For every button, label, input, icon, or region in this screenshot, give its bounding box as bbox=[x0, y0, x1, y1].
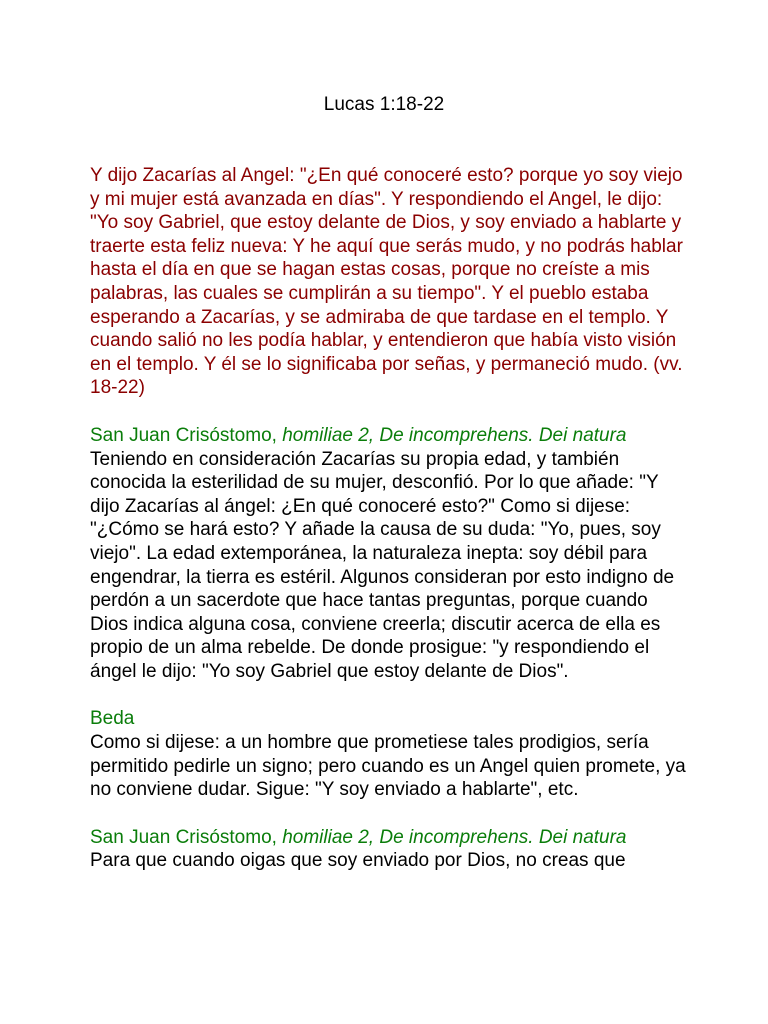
commentary-block bbox=[90, 826, 690, 873]
commentary-source: homiliae 2, De incomprehens. Dei natura bbox=[282, 826, 627, 848]
commentary-text: Para que cuando oigas que soy enviado por Dios, no creas que bbox=[90, 850, 626, 872]
commentary-heading bbox=[90, 707, 690, 731]
commentary-text: Teniendo en consideración Zacarías su propia edad, y también conocida la esterilidad de su mujer, desconfió. Por lo que añade: "Y dijo Zacarías al ángel: ¿En qué conoceré esto?" Como si dijese: "¿Cómo se hará esto? Y añade la causa de su duda: "Yo, pues, soy viejo". La edad extemporánea, la naturaleza inepta: soy débil para engendrar, la tierra es estéril. Algunos consideran por esto indigno de perdón a un sacerdote que hace tantas preguntas, porque cuando Dios indica alguna cosa, conviene creerla; discutir acerca de ella es propio de un alma rebelde. De donde prosigue: "y respondiendo el ángel le dijo: "Yo soy Gabriel que estoy delante de Dios". bbox=[90, 448, 675, 682]
commentary-author: Beda bbox=[90, 708, 135, 730]
commentary-block bbox=[90, 424, 690, 684]
commentary-author: San Juan Crisóstomo, bbox=[90, 826, 277, 848]
commentary-heading bbox=[90, 424, 690, 448]
page-title: Lucas 1:18-22 bbox=[323, 94, 445, 115]
document-content bbox=[90, 164, 690, 897]
commentary-author: San Juan Crisóstomo, bbox=[90, 424, 277, 446]
commentary-heading bbox=[90, 826, 690, 850]
commentary-block bbox=[90, 707, 690, 801]
commentary-text: Como si dijese: a un hombre que prometiese tales prodigios, sería permitido pedirle un signo; pero cuando es un Angel quien promete, ya no conviene dudar. Sigue: "Y soy enviado a hablarte", etc. bbox=[90, 732, 686, 801]
scripture-passage: Y dijo Zacarías al Angel: "¿En qué conoceré esto? porque yo soy viejo y mi mujer está avanzada en días". Y respondiendo el Angel, le dijo: "Yo soy Gabriel, que estoy delante de Dios, y soy enviado a hablarte y traerte esta feliz nueva: Y he aquí que serás mudo, y no podrás hablar hasta el día en que se hagan estas cosas, porque no creíste a mis palabras, las cuales se cumplirán a su tiempo". Y el pueblo estaba esperando a Zacarías, y se admiraba de que tardase en el templo. Y cuando salió no les podía hablar, y entendieron que había visto visión en el templo. Y él se lo significaba por señas, y permaneció mudo. (vv. 18-22) bbox=[90, 165, 683, 399]
commentary-source: homiliae 2, De incomprehens. Dei natura bbox=[282, 424, 627, 446]
